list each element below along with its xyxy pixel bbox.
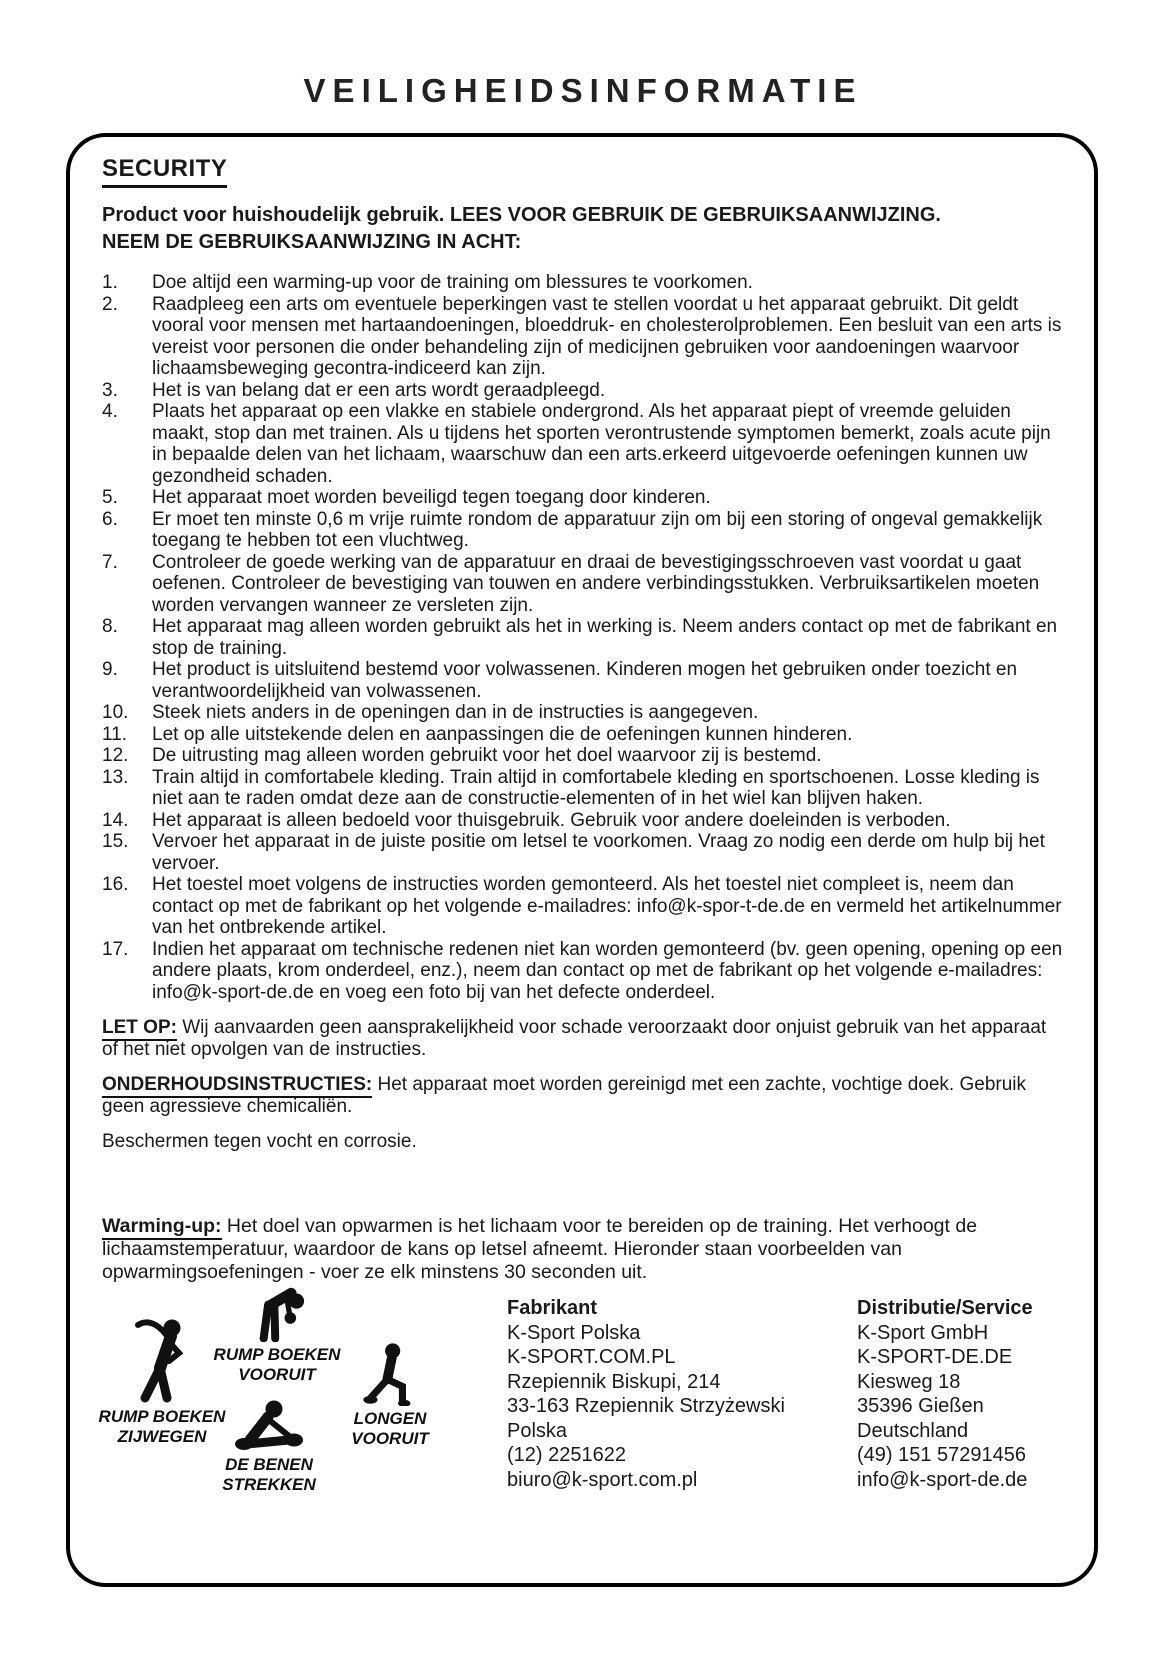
item-number: 6. bbox=[102, 508, 118, 530]
manufacturer-country: Polska bbox=[507, 1419, 568, 1442]
item-number: 4. bbox=[102, 401, 118, 422]
item-text: Indien het apparaat om technische redenen niet kan worden gemonteerd (bv. geen opening, opening op een andere plaats, krom onderdeel, enz.), neem dan contact op met de fabrikant op het volgende e-mailadres: info@k-sport-de.de en voeg een foto bij van het defecte onderdeel. bbox=[152, 938, 1063, 1003]
item-text: Controleer de goede werking van de apparatuur en draai de bevestigingsschroeven vast voordat u gaat oefenen. Controleer de bevestiging van touwen en andere verbindingsstukken. Verbruiksartikelen moeten worden vervangen wanneer ze versleten zijn. bbox=[152, 551, 1040, 616]
note-liability bbox=[102, 1017, 1066, 1061]
item-text: Het apparaat is alleen bedoeld voor thuisgebruik. Gebruik voor andere doeleinden is verboden. bbox=[152, 809, 951, 831]
exercise-label-line: STREKKEN bbox=[222, 1475, 316, 1494]
note-maintenance-text: Het apparaat moet worden gereinigd met een zachte, vochtige doek. Gebruik geen agressieve chemicaliën. bbox=[102, 1074, 1027, 1117]
item-text: Let op alle uitstekende delen en aanpassingen die de oefeningen kunnen hinderen. bbox=[152, 723, 853, 745]
instruction-item bbox=[102, 874, 1066, 939]
instruction-item bbox=[102, 294, 1066, 380]
instruction-item bbox=[102, 659, 1066, 702]
security-heading: SECURITY bbox=[102, 155, 227, 188]
item-text: Train altijd in comfortabele kleding. Train altijd in comfortabele kleding en sportschoenen. Losse kleding is niet aan te raden omdat deze aan de constructie-elementen of in het wiel kan blijven haken. bbox=[152, 766, 1040, 809]
exercise-de-benen-strekken bbox=[197, 1374, 341, 1495]
instruction-item bbox=[102, 380, 1066, 402]
item-number: 13. bbox=[102, 766, 129, 788]
exercise-label-line: RUMP BOEKEN bbox=[213, 1345, 341, 1364]
item-number: 10. bbox=[102, 702, 129, 723]
item-text: Er moet ten minste 0,6 m vrije ruimte rondom de apparatuur zijn om bij een storing of ongeval gemakkelijk toegang te hebben tot een vluchtweg. bbox=[152, 508, 1043, 551]
item-text: Raadpleeg een arts om eventuele beperkingen vast te stellen voordat u het apparaat gebruikt. Dit geldt vooral voor mensen met hartaandoeningen, bloeddruk- en cholesterolproblemen. Een besluit van een arts is vereist voor personen die onder behandeling zijn of medicijnen gebruiken voor aandoeningen waarvoor lichaamsbeweging gecontra-indiceerd kan zijn. bbox=[152, 293, 1062, 379]
manufacturer-street: Rzepiennik Biskupi, 214 bbox=[507, 1370, 721, 1393]
item-number: 2. bbox=[102, 293, 118, 315]
warming-up-text: Het doel van opwarmen is het lichaam voor te bereiden op de training. Het verhoogt de lichaamstemperatuur, waardoor de kans op letsel afneemt. Hieronder staan voorbeelden van opwarmingsoefeningen - voer ze elk minstens 30 seconden uit. bbox=[102, 1215, 978, 1283]
item-number: 3. bbox=[102, 379, 118, 401]
item-text: Steek niets anders in de openingen dan in de instructies is aangegeven. bbox=[152, 702, 759, 723]
exercise-label-line: LONGEN bbox=[353, 1409, 427, 1428]
exercise-label-line: DE BENEN bbox=[225, 1455, 313, 1474]
distribution-email: info@k-sport-de.de bbox=[857, 1468, 1028, 1491]
bottom-section bbox=[98, 1288, 1066, 1524]
instruction-item bbox=[102, 831, 1066, 874]
item-text: Plaats het apparaat op een vlakke en stabiele ondergrond. Als het apparaat piept of vreemde geluiden maakt, stop dan met trainen. Als u tijdens het sporten verontrustende symptomen bemerkt, zoals acute pijn in bepaalde delen van het lichaam, waarschuw dan een arts.erkeerd uitgevoerde oefeningen kunnen uw gezondheid schaden. bbox=[152, 401, 1051, 487]
instruction-item bbox=[102, 939, 1066, 1004]
manufacturer-heading: Fabrikant bbox=[507, 1297, 598, 1319]
exercise-label bbox=[330, 1409, 450, 1449]
usage-intro-line2: NEEM DE GEBRUIKSAANWIJZING IN ACHT: bbox=[102, 231, 522, 253]
safety-instruction-list bbox=[102, 272, 1066, 1003]
manufacturer-contact-block bbox=[507, 1296, 785, 1492]
side-bend-exercise-icon bbox=[129, 1316, 195, 1404]
instruction-item bbox=[102, 401, 1066, 487]
instruction-item bbox=[102, 745, 1066, 767]
item-number: 9. bbox=[102, 659, 118, 680]
page-title: VEILIGHEIDSINFORMATIE bbox=[303, 72, 863, 109]
usage-intro bbox=[102, 202, 1066, 256]
distribution-heading: Distributie/Service bbox=[857, 1297, 1033, 1319]
distribution-street: Kiesweg 18 bbox=[857, 1370, 961, 1393]
manufacturer-phone: (12) 2251622 bbox=[507, 1444, 626, 1466]
item-text: Doe altijd een warming-up voor de training om blessures te voorkomen. bbox=[152, 272, 753, 293]
item-text: Vervoer het apparaat in de juiste positie om letsel te voorkomen. Vraag zo nodig een derde om hulp bij het vervoer. bbox=[152, 831, 1045, 874]
distribution-country: Deutschland bbox=[857, 1419, 969, 1442]
instruction-item bbox=[102, 552, 1066, 617]
exercise-label-line: VOORUIT bbox=[351, 1429, 429, 1448]
note-maintenance-label: ONDERHOUDSINSTRUCTIES: bbox=[102, 1074, 372, 1098]
instruction-item bbox=[102, 487, 1066, 509]
lunge-exercise-icon bbox=[359, 1342, 421, 1406]
manufacturer-name: K-Sport Polska bbox=[507, 1321, 641, 1344]
instruction-item bbox=[102, 616, 1066, 659]
warming-up-paragraph bbox=[102, 1215, 1066, 1284]
usage-intro-line1: Product voor huishoudelijk gebruik. LEES VOOR GEBRUIK DE GEBRUIKSAANWIJZING. bbox=[102, 204, 941, 226]
manufacturer-website: K-SPORT.COM.PL bbox=[507, 1346, 676, 1368]
item-number: 7. bbox=[102, 551, 118, 573]
instruction-item bbox=[102, 810, 1066, 832]
instruction-item bbox=[102, 272, 1066, 294]
security-frame bbox=[66, 133, 1098, 1587]
exercise-label bbox=[197, 1455, 341, 1495]
manufacturer-city: 33-163 Rzepiennik Strzyżewski bbox=[507, 1395, 785, 1417]
item-number: 15. bbox=[102, 831, 129, 852]
item-number: 17. bbox=[102, 938, 129, 960]
item-number: 12. bbox=[102, 745, 129, 766]
item-text: Het is van belang dat er een arts wordt geraadpleegd. bbox=[152, 379, 606, 401]
item-text: Het apparaat moet worden beveiligd tegen toegang door kinderen. bbox=[152, 487, 711, 508]
note-liability-text: Wij aanvaarden geen aansprakelijkheid voor schade veroorzaakt door onjuist gebruik van het apparaat of het niet opvolgen van de instructies. bbox=[102, 1017, 1047, 1060]
exercise-longen-vooruit bbox=[330, 1342, 450, 1449]
manufacturer-email: biuro@k-sport.com.pl bbox=[507, 1468, 698, 1491]
item-number: 16. bbox=[102, 874, 129, 895]
item-number: 8. bbox=[102, 616, 118, 637]
item-text: Het toestel moet volgens de instructies worden gemonteerd. Als het toestel niet compleet is, neem dan contact op met de fabrikant op het volgende e-mailadres: info@k-spor-t-de.de en vermeld het artikelnummer van het ontbrekende artikel. bbox=[152, 874, 1062, 938]
distribution-phone: (49) 151 57291456 bbox=[857, 1444, 1027, 1466]
item-text: De uitrusting mag alleen worden gebruikt voor het doel waarvoor zij is bestemd. bbox=[152, 745, 822, 766]
distribution-website: K-SPORT-DE.DE bbox=[857, 1346, 1013, 1368]
item-number: 14. bbox=[102, 809, 129, 831]
warming-up-label: Warming-up: bbox=[102, 1215, 222, 1240]
note-liability-label: LET OP: bbox=[102, 1017, 177, 1041]
note-protect: Beschermen tegen vocht en corrosie. bbox=[102, 1131, 417, 1152]
instruction-item bbox=[102, 724, 1066, 746]
exercise-label-line: RUMP BOEKEN bbox=[98, 1407, 226, 1426]
item-number: 5. bbox=[102, 487, 118, 508]
bend-forward-exercise-icon bbox=[241, 1278, 313, 1342]
distribution-city: 35396 Gießen bbox=[857, 1395, 984, 1417]
instruction-item bbox=[102, 767, 1066, 810]
item-text: Het apparaat mag alleen worden gebruikt als het in werking is. Neem anders contact op met de fabrikant en stop de training. bbox=[152, 616, 1058, 659]
distribution-contact-block bbox=[857, 1296, 1033, 1492]
leg-stretch-exercise-icon bbox=[229, 1374, 309, 1452]
exercise-label-line: VOORUIT bbox=[238, 1365, 316, 1384]
item-number: 1. bbox=[102, 272, 118, 293]
instruction-item bbox=[102, 702, 1066, 724]
item-text: Het product is uitsluitend bestemd voor volwassenen. Kinderen mogen het gebruiken onder toezicht en verantwoordelijkheid van volwassenen. bbox=[152, 659, 1018, 702]
instruction-item bbox=[102, 509, 1066, 552]
note-maintenance bbox=[102, 1074, 1066, 1118]
exercise-label-line: ZIJWEGEN bbox=[117, 1427, 207, 1446]
item-number: 11. bbox=[102, 723, 128, 745]
distribution-name: K-Sport GmbH bbox=[857, 1321, 989, 1344]
